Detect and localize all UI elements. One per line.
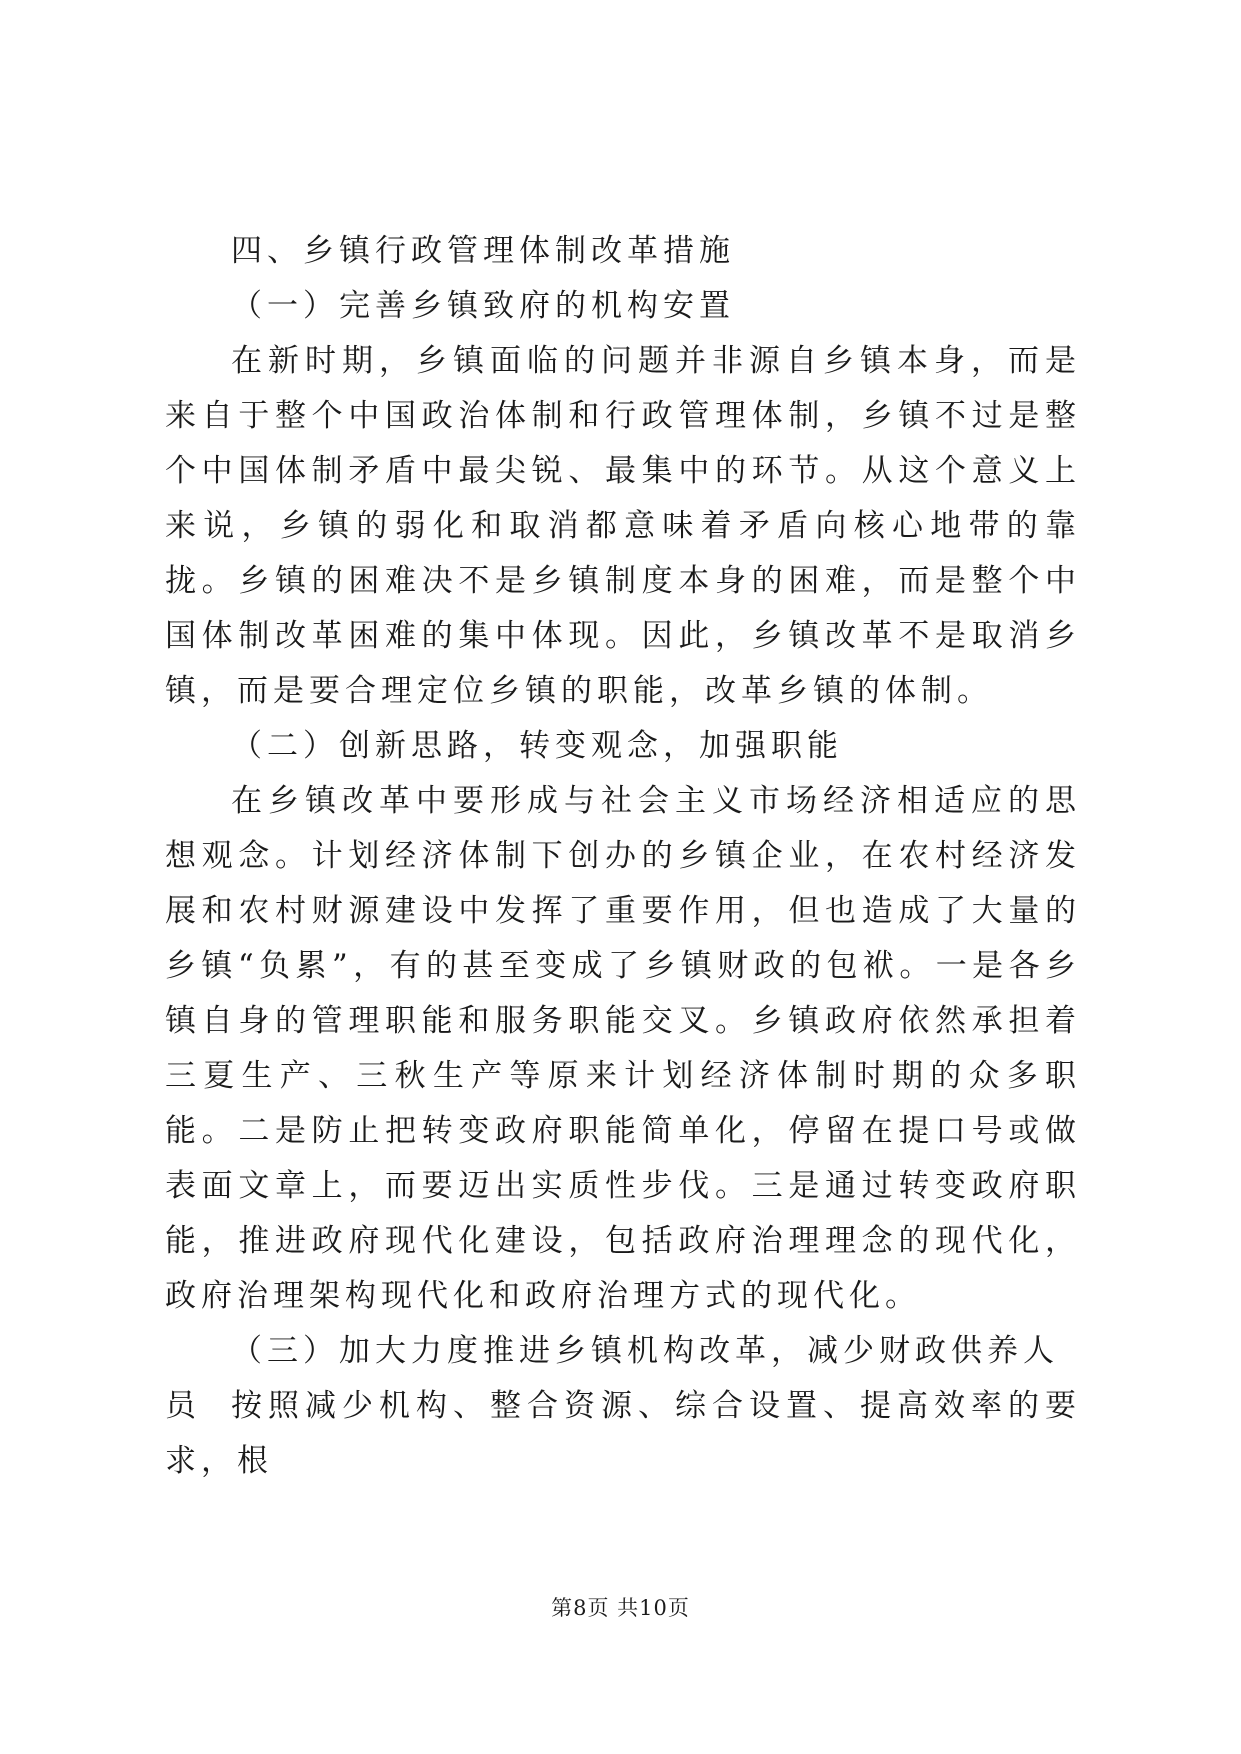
- subsection-heading-1: （一）完善乡镇致府的机构安置: [231, 288, 735, 324]
- page-body: [165, 224, 1081, 1489]
- paragraph-3: 按照减少机构、整合资源、综合设置、提高效率的要求，根: [165, 1388, 1081, 1479]
- page-footer: 第8页 共10页: [551, 1596, 690, 1620]
- subsection-heading-2: （二）创新思路，转变观念，加强职能: [231, 728, 843, 764]
- subsection-heading-3: （三）加大力度推进乡镇机构改革，减少财政供养人员: [165, 1333, 1059, 1424]
- paragraph-2: 在乡镇改革中要形成与社会主义市场经济相适应的思想观念。计划经济体制下创办的乡镇企业，在农村经济发展和农村财源建设中发挥了重要作用，但也造成了大量的乡镇“负累”，有的甚至变成了乡镇财政的包袱。一是各乡镇自身的管理职能和服务职能交叉。乡镇政府依然承担着三夏生产、三秋生产等原来计划经济体制时期的众多职能。二是防止把转变政府职能简单化，停留在提口号或做表面文章上，而要迈出实质性步伐。三是通过转变政府职能，推进政府现代化建设，包括政府治理理念的现代化，政府治理架构现代化和政府治理方式的现代化。: [165, 783, 1081, 1314]
- section-heading: 四、乡镇行政管理体制改革措施: [231, 233, 735, 269]
- paragraph-1: 在新时期，乡镇面临的问题并非源自乡镇本身，而是来自于整个中国政治体制和行政管理体制，乡镇不过是整个中国体制矛盾中最尖锐、最集中的环节。从这个意义上来说，乡镇的弱化和取消都意味着矛盾向核心地带的靠拢。乡镇的困难决不是乡镇制度本身的困难，而是整个中国体制改革困难的集中体现。因此，乡镇改革不是取消乡镇，而是要合理定位乡镇的职能，改革乡镇的体制。: [165, 343, 1081, 709]
